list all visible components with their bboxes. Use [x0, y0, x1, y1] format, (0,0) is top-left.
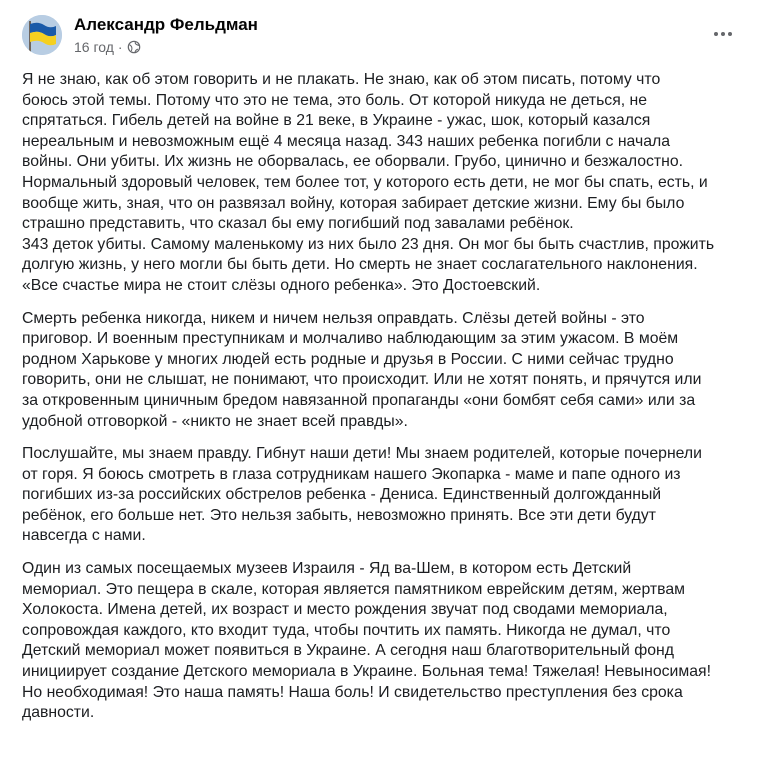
- text-line: «Все счастье мира не стоит слёзы одного ребенка». Это Достоевский.: [22, 276, 541, 294]
- text-line: долгую жизнь, у него могли бы быть дети. Но смерть не знает сослагательного наклонения.: [22, 256, 698, 274]
- meta-separator: ·: [117, 39, 123, 55]
- text-line: Холокоста. Имена детей, их возраст и место рождения звучат под сводами мемориала,: [22, 601, 668, 619]
- paragraph: [22, 70, 752, 297]
- text-line: удобной отговоркой - «никто не знает всей правды».: [22, 412, 408, 430]
- text-line: Детский мемориал может появиться в Украине. А сегодня наш благотворительный фонд: [22, 642, 674, 660]
- text-line: мемориал. Это пещера в скале, которая является памятником еврейским детям, жертвам: [22, 580, 685, 598]
- text-line: спрятаться. Гибель детей на войне в 21 веке, в Украине - ужас, шок, который казался: [22, 112, 651, 130]
- text-line: от горя. Я боюсь смотреть в глаза сотрудникам нашего Экопарка - маме и папе одного из: [22, 465, 681, 483]
- text-line: нереальным и невозможным ещё 4 месяца назад. 343 наших ребенка погибли с начала: [22, 132, 671, 150]
- text-line: родном Харькове у многих людей есть родные и друзья в России. С ними сейчас трудно: [22, 350, 674, 368]
- globe-icon[interactable]: [127, 40, 141, 54]
- post-header: [14, 10, 751, 62]
- text-line: Но необходимая! Это наша память! Наша боль! И свидетельство преступления без срока: [22, 683, 683, 701]
- paragraph: [22, 309, 752, 433]
- post-body: [22, 70, 752, 736]
- text-line: Нормальный здоровый человек, тем более тот, у которого есть дети, не мог бы спать, есть, и: [22, 173, 708, 191]
- text-line: Я не знаю, как об этом говорить и не плакать. Не знаю, как об этом писать, потому что: [22, 71, 661, 88]
- text-line: войны. Они убиты. Их жизнь не оборвалась, ее оборвали. Грубо, цинично и безжалостно.: [22, 153, 684, 171]
- text-line: вообще жить, зная, что он развязал войну, которая забирает детские жизни. Ему бы было: [22, 194, 685, 212]
- text-line: за откровенным циничным бредом навязанной пропаганды «они бомбят себя сами» или за: [22, 391, 696, 409]
- paragraph: [22, 559, 752, 724]
- post-time[interactable]: 16 год: [74, 39, 114, 55]
- more-options-icon[interactable]: [705, 22, 741, 46]
- text-line: сопровождая каждого, кто входит туда, чтобы почтить их память. Никогда не думал, что: [22, 621, 671, 639]
- ukraine-flag-avatar-icon: [22, 15, 62, 55]
- post-meta: [74, 39, 141, 55]
- avatar[interactable]: [22, 15, 62, 55]
- text-line: погибших из-за российских обстрелов ребенка - Дениса. Единственный долгожданный: [22, 486, 662, 504]
- text-line: говорить, они не слышат, не понимают, что происходит. Или не хотят понять, и прячутся или: [22, 371, 702, 389]
- text-line: ребёнок, его больше нет. Это нельзя забыть, невозможно принять. Все эти дети будут: [22, 506, 657, 524]
- text-line: инициирует создание Детского мемориала в Украине. Больная тема! Тяжелая! Невыносимая!: [22, 663, 711, 681]
- text-line: Смерть ребенка никогда, никем и ничем нельзя оправдать. Слёзы детей войны - это: [22, 309, 645, 327]
- text-line: боюсь этой темы. Потому что это не тема, это боль. От которой никуда не деться, не: [22, 91, 648, 109]
- paragraph: [22, 444, 752, 547]
- author-name[interactable]: Александр Фельдман: [74, 15, 258, 34]
- text-line: давности.: [22, 704, 95, 722]
- text-line: страшно представить, что сказал бы ему погибший под завалами ребёнок.: [22, 215, 574, 233]
- text-line: приговор. И военным преступникам и молчаливо наблюдающим за этим ужасом. В моём: [22, 330, 679, 348]
- text-line: Один из самых посещаемых музеев Израиля - Яд ва-Шем, в котором есть Детский: [22, 560, 632, 578]
- text-line: Послушайте, мы знаем правду. Гибнут наши дети! Мы знаем родителей, которые почернели: [22, 445, 702, 463]
- text-line: навсегда с нами.: [22, 527, 146, 545]
- text-line: 343 деток убиты. Самому маленькому из них было 23 дня. Он мог бы быть счастлив, прожить: [22, 235, 715, 253]
